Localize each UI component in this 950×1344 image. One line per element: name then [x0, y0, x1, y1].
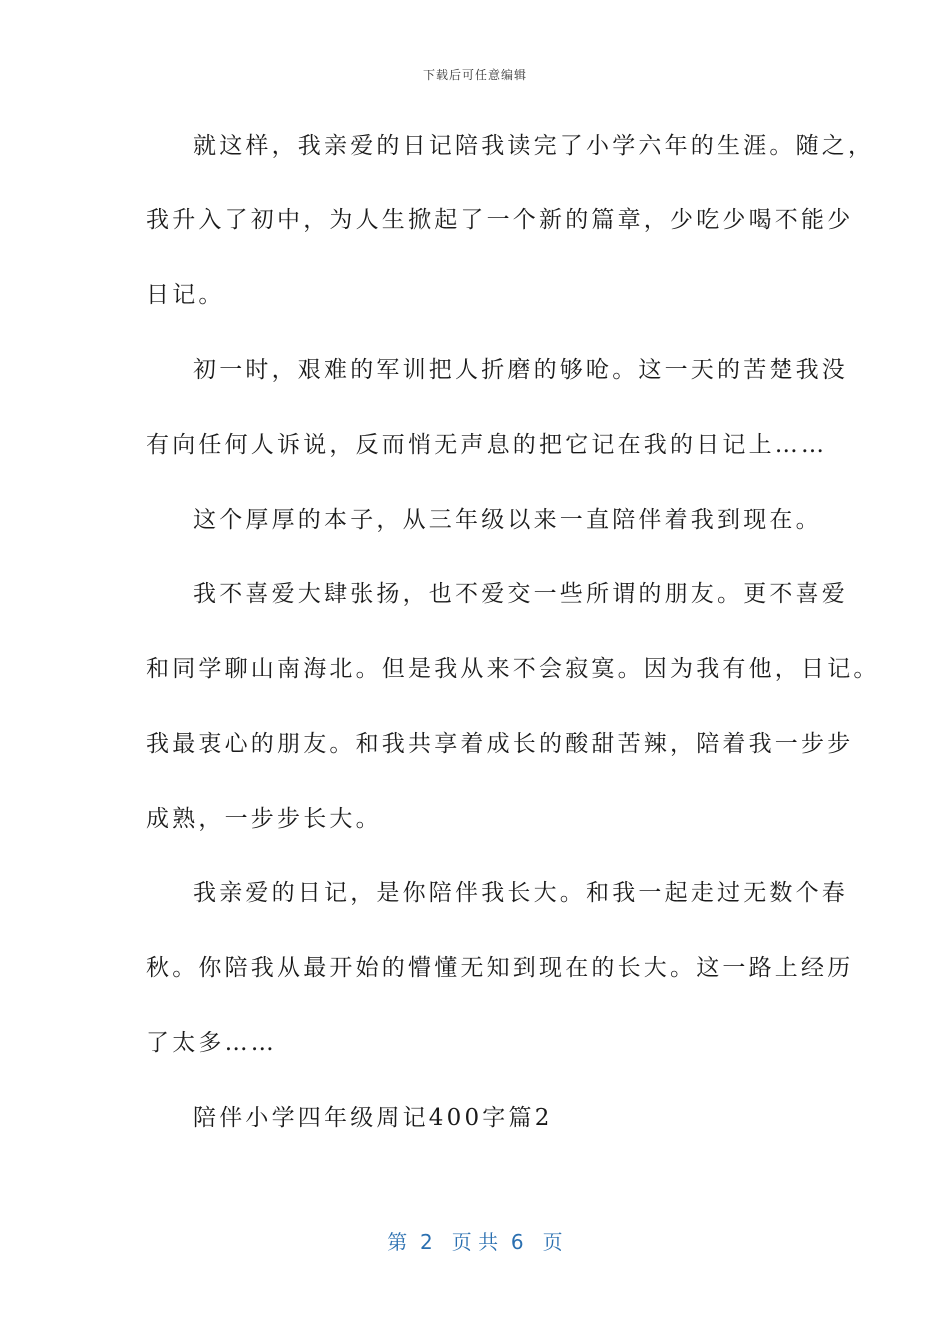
body-line: 我亲爱的日记，是你陪伴我长大。和我一起走过无数个春	[193, 880, 848, 906]
body-line: 成熟，一步步长大。	[146, 806, 382, 832]
page-header: 下载后可任意编辑	[422, 68, 527, 82]
body-line: 秋。你陪我从最开始的懵懂无知到现在的长大。这一路上经历	[146, 955, 854, 981]
body-line: 我最衷心的朋友。和我共享着成长的酸甜苦辣，陪着我一步步	[146, 731, 854, 757]
body-line: 日记。	[146, 282, 225, 308]
body-line: 和同学聊山南海北。但是我从来不会寂寞。因为我有他，日记。	[146, 656, 880, 682]
body-line: 我升入了初中，为人生掀起了一个新的篇章，少吃少喝不能少	[146, 207, 854, 233]
body-line: 初一时，艰难的军训把人折磨的够呛。这一天的苦楚我没	[193, 357, 848, 383]
body-line: 就这样，我亲爱的日记陪我读完了小学六年的生涯。随之，	[193, 133, 875, 159]
body-line: 这个厚厚的本子，从三年级以来一直陪伴着我到现在。	[193, 507, 822, 533]
section-heading: 陪伴小学四年级周记400字篇2	[193, 1105, 553, 1131]
body-line: 有向任何人诉说，反而悄无声息的把它记在我的日记上……	[146, 432, 828, 458]
body-line: 了太多……	[146, 1030, 277, 1056]
body-line: 我不喜爱大肆张扬，也不爱交一些所谓的朋友。更不喜爱	[193, 581, 848, 607]
page-footer: 第 2 页 共 6 页	[387, 1230, 563, 1254]
